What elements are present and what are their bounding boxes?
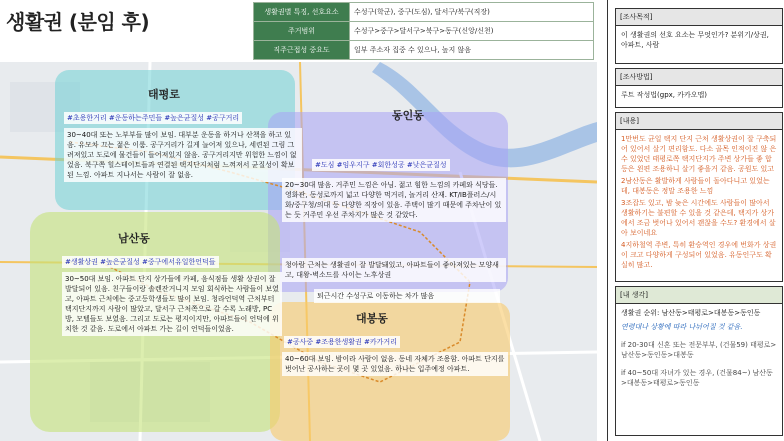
zone-donginkdong-title: 동인동 [392,109,424,122]
info-table [253,2,594,60]
method-text: 루트 작성법(gpx, 카카오맵) [621,91,708,99]
zone-namsandong-title: 남산동 [118,232,150,245]
info-row [254,41,594,60]
info-value: 일부 주소자 집중 수 있으나, 높지 않음 [350,41,594,60]
zone-taepyeongno-text: 30~40대 또는 노부부들 많이 보임. 대부분 운동을 하거나 산책을 하고 있음. 유모차 끄는 젊은 이룸. 공구거리가 길게 늘어져 있으나, 세련된 그림 그려져있고 도로에 물건들이 들어져있지 않음. 공구거리지만 위험한 느낌이 없었음. 북구쪽 힐스테이트들과 연결된 택지단지처럼 느껴져서 균질성이 확보된 느낌. 아파트 지나서는 사람이 잘 없음. [64,128,302,182]
info-row [254,3,594,22]
content-header: [내용] [616,113,782,130]
thought-case: if 20-30대 신혼 또는 전문부부, (건물59) 태평로>남산동>동인동>대봉동 [621,341,777,359]
content-item: 3조잡도 있고, 밤 늦은 시간에도 사람들이 많아서 생활하기는 불편할 수 있을 것 같은데, 택지가 상가에서 조금 벗어나 있어서 괜찮을 수도? 환경에서 살아 보이네요 [621,199,776,237]
purpose-header: [조사목적] [616,9,782,26]
zone-daebongdong-title: 대봉동 [356,312,388,325]
info-value: 수성구(학군), 중구(도심), 달서구/북구(직장) [350,3,594,22]
method-box [615,68,783,108]
thought-case: if 40~50대 자녀가 있는 경우, (건물84~) 남산동>대봉동>태평로>동인동 [621,369,773,387]
info-key: 직주근접성 중요도 [254,41,350,60]
info-key: 주거범위 [254,22,350,41]
thought-box [615,286,783,436]
method-header: [조사방법] [616,69,782,86]
thought-order: 생활권 순위: 남산동>태평로>대봉동>동인동 [621,309,761,317]
content-item: 4지하철역 주변, 특히 환승역인 경우에 번화가 상권이 크고 다양하게 구성되어 있었음. 유동인구도 확실히 많고. [621,241,777,269]
purpose-text: 이 생활권의 선호 요소는 무엇인가? 분위기/상권, 아파트, 사람 [621,31,769,49]
zone-taepyeongno-title: 태평로 [148,88,180,101]
thought-note: 연령대나 상황에 따라 나뉘어질 것 같음. [621,323,743,331]
page-title: 생활권 (분임 후) [6,10,150,34]
zone-namsandong-text: 30~50대 보임. 아파트 단지 상가들에 카페, 음식점들 생활 상권이 잘 발달되어 있음. 친구들이랑 솔렌잔거니지 모임 회식하는 사람들이 보였고, 아파트 근처에는 중고등학생들도 많이 보임. 청라언덕역 근처부터 택지단지까지 사람이 많았고, 달서구 근처쪽으로 갈 수록 노래방, PC방, 모텔들도 보였음. 그리고 도로는 평지이지만, 아파트들이 언덕에 위치한 것 같음. 도로에서 아파트 가는 길이 언덕들이었음. [62,272,282,336]
side-panel [607,0,784,441]
zone-donginkdong-text: 20~30대 많음. 거주민 느낌은 아님. 젊고 힘한 느낌의 카페와 식당들. 영화관, 동성로까지 넓고 다양한 먹거리, 놀거리 산재. KT/IB플러스/시화/중구청/의대 등 다양한 직장이 있음. 주택이 많기 때문에 주차난이 있는 듯 거주민 우선 주차지가 많은 것 같았다. [282,178,506,222]
content-item: 1만번도 균일 택지 단지 근처 생활상권이 잘 구축되어 있어서 살기 편리함도. 다소 골목 인적이진 않 은 수 있었던 태평로쪽 택지단지가 주변 상가들 좋 합등은 왼편 조용하니 살기 좋을거 같음. 공원도 있고 [621,135,777,173]
zone-daebongdong-tags: #공사중 #조용한생활권 #카가거리 [284,336,400,348]
info-key: 생활권별 특징, 선호요소 [254,3,350,22]
zone-daebongdong-text: 40~60대 보임. 밤이라 사람이 없음. 동네 자체가 조용함. 아파트 단지를 벗어난 공사하는 곳이 몇 곳 있었음. 하나는 입주예정 아파트. [282,352,508,376]
zone-donginkdong-text2: 청아람 근처는 생활권이 잘 발달돼있고, 아파트들이 좋아져있는 모양새고, 대왕-벽소드를 사이는 노후상권 [282,258,506,282]
purpose-box [615,8,783,64]
content-item: 2남산동은 활발하게 사람들이 돌아다니고 있었는데, 대봉동은 정말 조용한 느낌 [621,177,770,195]
thought-header: [내 생각] [616,287,782,304]
zone-namsandong-tags: #생활상권 #높은균질성 #중구에서유일한언덕들 [62,256,219,268]
zone-taepyeongno-tags: #초용한거리 #운동하는주민들 #높은균질성 #공구거리 [64,112,242,124]
zone-donginkdong-tags: #도심 #임우지구 #회한성공 #낮은균질성 [312,159,450,171]
info-value: 수성구>중구>달서구>북구>동구(신앙/신천) [350,22,594,41]
info-row [254,22,594,41]
map[interactable] [0,62,597,441]
content-box [615,112,783,282]
zone-donginkdong-text3: 퇴근시간 수성구로 이동하는 차가 많음 [314,289,500,303]
